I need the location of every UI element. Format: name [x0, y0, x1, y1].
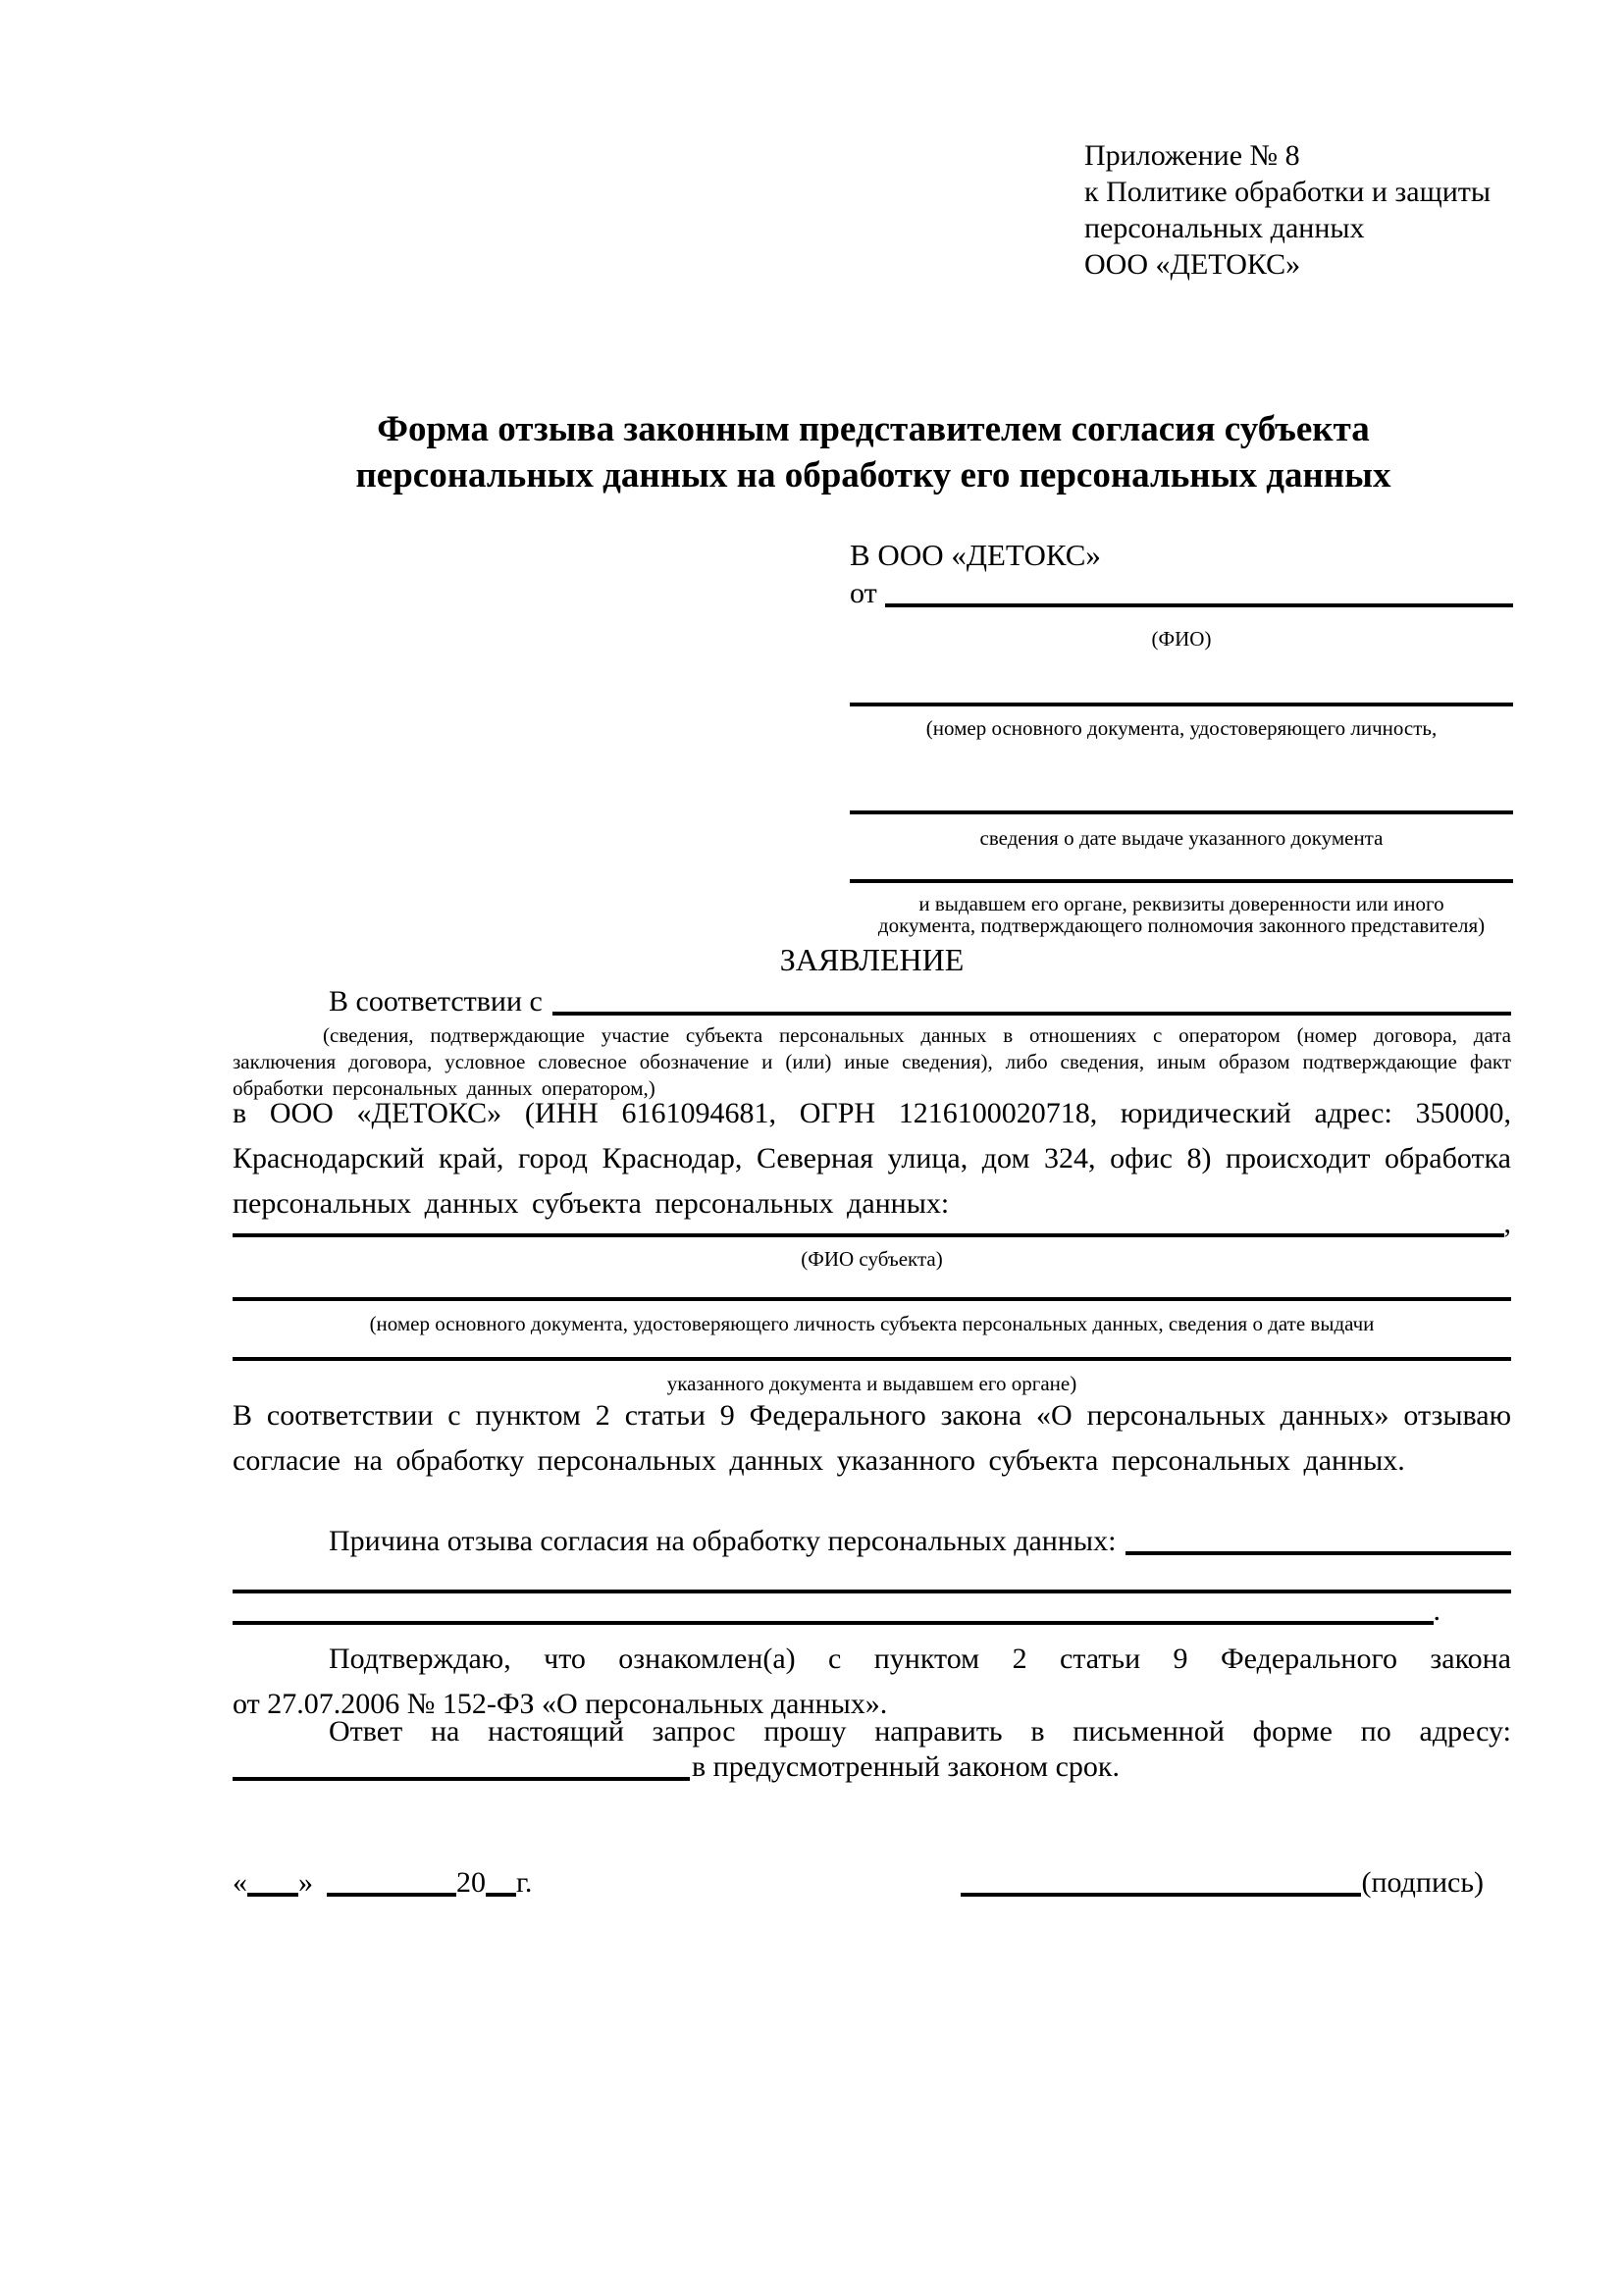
- withdrawal-paragraph: В соответствии с пунктом 2 статьи 9 Федерального закона «О персональных данных» отзываю согласие на обработку персональных данных указанного субъекта персональных данных.: [233, 1399, 1511, 1477]
- doc-caption-2: сведения о дате выдаче указанного документа: [979, 826, 1384, 850]
- appendix-line-2: к Политике обработки и защиты: [1084, 176, 1492, 208]
- month-field-line: [327, 1893, 456, 1897]
- reply-address-row: [233, 1747, 1511, 1784]
- accordance-label: В соответствии с: [329, 985, 543, 1018]
- subject-fio-field-line: [233, 1233, 1504, 1237]
- day-field-line: [247, 1893, 298, 1897]
- comma: ,: [1503, 1207, 1511, 1239]
- date-block: [233, 1866, 532, 1900]
- subject-doc-caption-1: (номер основного документа, удостоверяющего личность субъекта персональных данных, сведения о дате выдачи: [369, 1312, 1375, 1335]
- year-prefix: 20: [456, 1866, 486, 1899]
- document-title-line-2: персональных данных на обработку его персональных данных: [355, 455, 1391, 496]
- subject-doc-field-line-2: [233, 1357, 1511, 1361]
- statement-body: [233, 0, 1511, 2296]
- from-label: от: [850, 577, 877, 609]
- reply-tail: в предусмотренный законом срок.: [692, 1750, 1120, 1783]
- appendix-line-1: Приложение № 8: [1084, 139, 1300, 172]
- doc-caption-3: и выдавшем его органе, реквизиты доверенности или иного: [918, 892, 1444, 915]
- year-field-line: [486, 1893, 516, 1897]
- doc-caption-1: (номер основного документа, удостоверяющего личность,: [925, 716, 1438, 740]
- footer-row: [233, 1856, 1511, 1900]
- confirm-line-2: от 27.07.2006 № 152-ФЗ «О персональных данных».: [233, 1688, 888, 1720]
- recipient-organization: В ООО «ДЕТОКС»: [850, 538, 1101, 572]
- address-field-line: [233, 1777, 690, 1781]
- reason-field-line-1: [1126, 1551, 1511, 1555]
- contract-details-caption: (сведения, подтверждающие участие субъекта персональных данных в отношениях с оператором (номер договора, дата заключения договора, условное словесное обозначение и (или) иные сведения), либо сведения, иным образом подтверждающие факт обработки персональных данных оператором,): [233, 1023, 1511, 1100]
- reason-field-line-3: [233, 1621, 1434, 1625]
- appendix-line-4: ООО «ДЕТОКС»: [1084, 248, 1301, 281]
- confirm-line-1: Подтверждаю, что ознакомлен(а) с пунктом 2 статьи 9 Федерального закона: [329, 1643, 1511, 1675]
- signature-caption: (подпись): [1361, 1866, 1484, 1899]
- period: .: [1433, 1594, 1440, 1627]
- reply-paragraph: Ответ на настоящий запрос прошу направить в письменной форме по адресу:: [329, 1715, 1511, 1748]
- signature-field-line: [961, 1893, 1361, 1897]
- subject-fio-row: [233, 1203, 1511, 1240]
- reason-field-row-3: [233, 1591, 1511, 1628]
- reason-label: Причина отзыва согласия на обработку персональных данных:: [329, 1525, 1117, 1557]
- accordance-row: [233, 981, 1511, 1018]
- subject-doc-caption-2: указанного документа и выдавшем его органе): [666, 1372, 1077, 1395]
- document-title-line-1: Форма отзыва законным представителем согласия субъекта: [377, 409, 1370, 449]
- subject-fio-caption: (ФИО субъекта): [801, 1247, 943, 1271]
- fio-caption: (ФИО): [1151, 627, 1212, 651]
- quote-open: «: [233, 1866, 247, 1899]
- reason-row: [233, 1521, 1511, 1558]
- appendix-line-3: персональных данных: [1084, 212, 1365, 244]
- basis-field-line: [552, 1012, 1511, 1016]
- doc-caption-4: документа, подтверждающего полномочия законного представителя): [877, 913, 1486, 937]
- quote-close: »: [298, 1866, 313, 1899]
- subject-doc-field-line-1: [233, 1297, 1511, 1301]
- signature-block: [961, 1866, 1484, 1900]
- statement-heading: ЗАЯВЛЕНИЕ: [779, 942, 965, 977]
- year-suffix: г.: [516, 1866, 533, 1899]
- operator-paragraph: в ООО «ДЕТОКС» (ИНН 6161094681, ОГРН 1216100020718, юридический адрес: 350000, Краснодарский край, город Краснодар, Северная улица, дом 324, офис 8) происходит обработка персональных данных субъекта персональных данных:: [233, 1097, 1511, 1220]
